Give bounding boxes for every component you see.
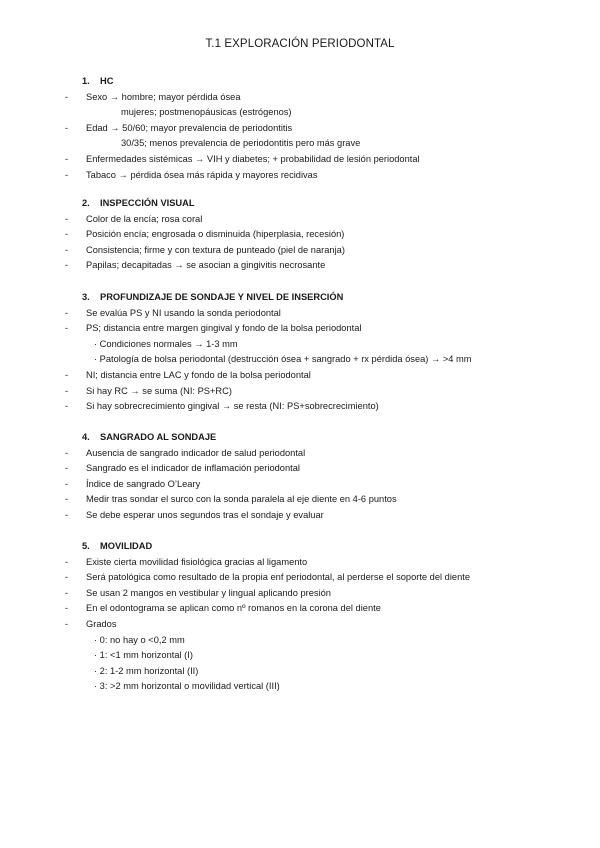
list-item-text: Índice de sangrado O’Leary — [86, 478, 201, 489]
bullet-dash: - — [65, 556, 69, 567]
list-item — [0, 601, 600, 617]
section-sangrado-sondaje — [0, 430, 600, 524]
bullet-dash: - — [65, 572, 69, 583]
section-hc — [0, 74, 600, 183]
list-item — [0, 227, 600, 243]
list-item — [0, 492, 600, 508]
list-item-text: Tabaco → pérdida ósea más rápida y mayores recidivas — [86, 169, 318, 180]
sub-item-text: · 0: no hay o <0,2 mm — [94, 634, 185, 645]
list-item-text: Medir tras sondar el surco con la sonda paralela al eje diente en 4-6 puntos — [86, 494, 397, 505]
document-title: T.1 EXPLORACIÓN PERIODONTAL — [205, 38, 395, 50]
list-item-text: Será patológica como resultado de la propia enf periodontal, al perderse el soporte del diente — [86, 572, 471, 583]
sub-item — [0, 664, 600, 680]
list-item-text: Papilas; decapitadas → se asocian a gingivitis necrosante — [86, 260, 326, 271]
list-item — [0, 446, 600, 462]
sub-item — [0, 352, 600, 368]
list-item-text: Se evalúa PS y NI usando la sonda periodontal — [86, 307, 281, 318]
bullet-dash: - — [65, 401, 69, 412]
section-number: 4. — [82, 432, 90, 442]
list-item-text: Ausencia de sangrado indicador de salud periodontal — [86, 447, 306, 458]
list-item — [0, 258, 600, 274]
bullet-dash: - — [65, 213, 69, 224]
list-item-text: Se usan 2 mangos en vestibular y lingual aplicando presión — [86, 587, 331, 598]
list-item — [0, 477, 600, 493]
bullet-dash: - — [65, 587, 69, 598]
list-item — [0, 306, 600, 322]
bullet-dash: - — [65, 478, 69, 489]
section-heading — [0, 196, 600, 212]
list-item — [0, 152, 600, 168]
bullet-dash: - — [65, 260, 69, 271]
list-item-text: Color de la encía; rosa coral — [86, 213, 203, 224]
section-title: SANGRADO AL SONDAJE — [100, 432, 217, 442]
list-item-text: mujeres; postmenopáusicas (estrógenos) — [121, 107, 292, 118]
list-item-text: NI; distancia entre LAC y fondo de la bolsa periodontal — [86, 369, 311, 380]
bullet-dash: - — [65, 447, 69, 458]
section-number: 2. — [82, 198, 90, 208]
sub-item — [0, 679, 600, 695]
list-item — [0, 508, 600, 524]
list-item-text: Si hay sobrecrecimiento gingival → se resta (NI: PS+sobrecrecimiento) — [86, 401, 379, 412]
bullet-dash: - — [65, 369, 69, 380]
list-item — [0, 168, 600, 184]
list-item — [0, 243, 600, 259]
section-heading — [0, 430, 600, 446]
list-item-text: Edad → 50/60; mayor prevalencia de periodontitis — [86, 122, 293, 133]
bullet-dash: - — [65, 91, 69, 102]
list-item-text: Sangrado es el indicador de inflamación periodontal — [86, 463, 300, 474]
bullet-dash: - — [65, 229, 69, 240]
list-item — [0, 121, 600, 137]
section-heading — [0, 539, 600, 555]
bullet-dash: - — [65, 603, 69, 614]
list-item — [0, 321, 600, 337]
section-profundizaje-sondaje — [0, 290, 600, 415]
list-item-continuation — [0, 105, 600, 121]
section-number: 5. — [82, 541, 90, 551]
section-heading — [0, 290, 600, 306]
section-number: 3. — [82, 292, 90, 302]
list-item-text: Posición encía; engrosada o disminuida (hiperplasia, recesión) — [86, 229, 345, 240]
list-item — [0, 617, 600, 633]
list-item — [0, 399, 600, 415]
sub-item-text: · 3: >2 mm horizontal o movilidad vertical (III) — [94, 681, 280, 692]
bullet-dash: - — [65, 153, 69, 164]
sub-item-text: · 2: 1-2 mm horizontal (II) — [94, 665, 199, 676]
bullet-dash: - — [65, 244, 69, 255]
section-heading — [0, 74, 600, 90]
list-item-text: Enfermedades sistémicas → VIH y diabetes; + probabilidad de lesión periodontal — [86, 153, 420, 164]
list-item-text: Si hay RC → se suma (NI: PS+RC) — [86, 385, 232, 396]
sub-item-text: · 1: <1 mm horizontal (I) — [94, 650, 193, 661]
list-item-text: Consistencia; firme y con textura de punteado (piel de naranja) — [86, 244, 345, 255]
bullet-dash: - — [65, 323, 69, 334]
list-item-text: Grados — [86, 618, 117, 629]
list-item-continuation — [0, 136, 600, 152]
section-title: PROFUNDIZAJE DE SONDAJE Y NIVEL DE INSERCIÓN — [100, 292, 344, 302]
bullet-dash: - — [65, 169, 69, 180]
bullet-dash: - — [65, 122, 69, 133]
list-item — [0, 461, 600, 477]
bullet-dash: - — [65, 385, 69, 396]
list-item-text: En el odontograma se aplican como nº romanos en la corona del diente — [86, 603, 381, 614]
section-movilidad — [0, 539, 600, 695]
list-item — [0, 586, 600, 602]
list-item — [0, 570, 600, 586]
section-title: HC — [100, 76, 114, 86]
bullet-dash: - — [65, 494, 69, 505]
section-title: INSPECCIÓN VISUAL — [100, 198, 195, 208]
list-item-text: 30/35; menos prevalencia de periodontitis pero más grave — [121, 138, 361, 149]
section-inspeccion-visual — [0, 196, 600, 274]
sub-item — [0, 648, 600, 664]
list-item-text: PS; distancia entre margen gingival y fondo de la bolsa periodontal — [86, 323, 362, 334]
bullet-dash: - — [65, 307, 69, 318]
list-item-text: Existe cierta movilidad fisiológica gracias al ligamento — [86, 556, 308, 567]
sub-item — [0, 633, 600, 649]
bullet-dash: - — [65, 509, 69, 520]
list-item-text: Se debe esperar unos segundos tras el sondaje y evaluar — [86, 509, 324, 520]
sub-item-text: · Condiciones normales → 1-3 mm — [94, 338, 238, 349]
list-item — [0, 212, 600, 228]
list-item — [0, 555, 600, 571]
sub-item-text: · Patología de bolsa periodontal (destrucción ósea + sangrado + rx pérdida ósea) → >4 mm — [94, 354, 472, 365]
section-number: 1. — [82, 76, 90, 86]
bullet-dash: - — [65, 463, 69, 474]
list-item — [0, 384, 600, 400]
list-item-text: Sexo → hombre; mayor pérdida ósea — [86, 91, 241, 102]
section-title: MOVILIDAD — [100, 541, 153, 551]
list-item — [0, 90, 600, 106]
list-item — [0, 368, 600, 384]
bullet-dash: - — [65, 618, 69, 629]
sub-item — [0, 337, 600, 353]
